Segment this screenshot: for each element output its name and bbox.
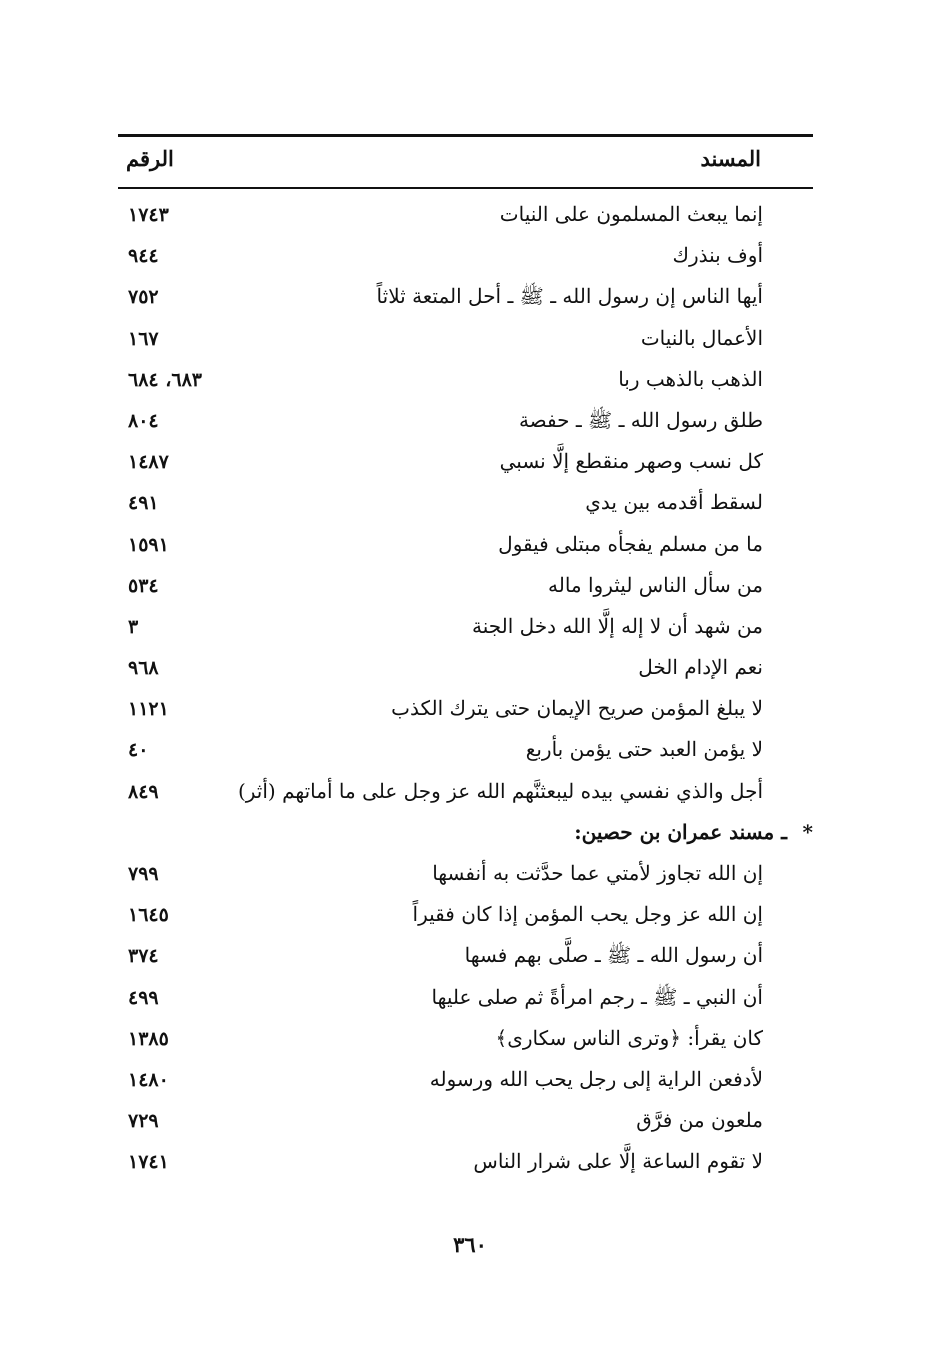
hadith-text: لا تقوم الساعة إلَّا على شرار الناس (473, 1149, 763, 1174)
hadith-text: كان يقرأ: ﴿وترى الناس سكارى﴾ (495, 1025, 763, 1050)
hadith-text: من سأل الناس ليثروا ماله (548, 572, 763, 597)
hadith-text: أوف بنذرك (672, 243, 763, 268)
hadith-text: من شهد أن لا إله إلَّا الله دخل الجنة (472, 613, 763, 638)
list-item (118, 981, 813, 1022)
header-rule (118, 187, 813, 189)
hadith-text: الذهب بالذهب ربا (618, 366, 763, 391)
hadith-number: ١٦٧ (128, 327, 159, 350)
hadith-text: إن الله عز وجل يحب المؤمن إذا كان فقيراً (412, 902, 763, 927)
list-item (118, 486, 813, 527)
list-item (118, 857, 813, 898)
hadith-text: لسقط أقدمه بين يدي (585, 490, 763, 515)
hadith-number: ٤٩٩ (128, 986, 159, 1009)
list-item (118, 198, 813, 239)
hadith-number: ٨٠٤ (128, 409, 159, 432)
hadith-text: الأعمال بالنيات (640, 325, 763, 350)
hadith-text: إن الله تجاوز لأمتي عما حدَّثت به أنفسها (432, 861, 763, 885)
section-star-marker: * (802, 819, 813, 844)
list-item (118, 404, 813, 445)
list-item (118, 610, 813, 651)
hadith-number: ١٣٨٥ (128, 1027, 169, 1050)
hadith-text: لا يؤمن العبد حتى يؤمن بأربع (525, 737, 763, 762)
list-item (118, 775, 813, 816)
list-item (118, 939, 813, 980)
hadith-number: ٩٤٤ (128, 245, 159, 268)
list-item (118, 651, 813, 692)
header-number-label: الرقم (126, 146, 174, 171)
list-item (118, 280, 813, 321)
list-item (118, 1145, 813, 1186)
list-item (118, 569, 813, 610)
table-header (118, 140, 813, 184)
hadith-text: كل نسب وصهر منقطع إلَّا نسبي (499, 449, 763, 474)
hadith-number: ١١٢١ (128, 698, 169, 721)
list-item (118, 239, 813, 280)
top-rule (118, 134, 813, 137)
header-title-label: المسند (700, 146, 761, 171)
hadith-number: ٨٤٩ (128, 780, 159, 803)
list-item (118, 1063, 813, 1104)
hadith-number: ٦٨٣، ٦٨٤ (128, 368, 202, 391)
hadith-text: إنما يبعث المسلمون على النيات (499, 202, 763, 226)
hadith-number: ١٤٨٧ (128, 451, 169, 474)
hadith-number: ٤٠ (128, 739, 149, 762)
hadith-number: ١٧٤١ (128, 1151, 169, 1174)
hadith-text: أيها الناس إن رسول الله ـ ﷺ ـ أحل المتعة ثلاثاً (376, 284, 763, 309)
hadith-number: ١٤٨٠ (128, 1068, 169, 1091)
hadith-text: نعم الإدام الخل (638, 655, 763, 680)
hadith-text: لا يبلغ المؤمن صريح الإيمان حتى يترك الكذب (391, 696, 763, 721)
hadith-number: ٧٢٩ (128, 1110, 159, 1133)
hadith-number: ٣٧٤ (128, 945, 159, 968)
hadith-text: أن النبي ـ ﷺ ـ رجم امرأةً ثم صلى عليها (431, 984, 763, 1009)
hadith-number: ٤٩١ (128, 492, 159, 515)
list-item (118, 528, 813, 569)
hadith-number: ١٧٤٣ (128, 204, 169, 226)
list-item (118, 1022, 813, 1063)
hadith-text: طلق رسول الله ـ ﷺ ـ حفصة (518, 407, 763, 432)
list-item (118, 445, 813, 486)
hadith-number: ٩٦٨ (128, 657, 159, 680)
section-heading (118, 816, 813, 857)
hadith-number: ٧٩٩ (128, 863, 159, 885)
list-item (118, 898, 813, 939)
hadith-text: أجل والذي نفسي بيده ليبعثنَّهم الله عز وجل على ما أماتهم (أثر) (237, 778, 763, 803)
hadith-number: ١٥٩١ (128, 533, 169, 556)
list-item (118, 733, 813, 774)
list-item (118, 692, 813, 733)
hadith-text: ملعون من فرَّق (636, 1108, 763, 1133)
index-list (118, 198, 813, 1187)
list-item (118, 363, 813, 404)
page-number: ٣٦٠ (453, 1232, 487, 1257)
hadith-text: أن رسول الله ـ ﷺ ـ صلَّى بهم فسها (464, 943, 763, 968)
hadith-text: ما من مسلم يفجأه مبتلى فيقول (498, 531, 763, 556)
hadith-number: ٥٣٤ (128, 574, 159, 597)
hadith-text: لأدفعن الراية إلى رجل يحب الله ورسوله (429, 1066, 763, 1091)
list-item (118, 1104, 813, 1145)
section-title: ـ مسند عمران بن حصين: (574, 819, 787, 844)
hadith-number: ٧٥٢ (128, 286, 159, 309)
list-item (118, 322, 813, 363)
hadith-number: ٣ (128, 615, 139, 638)
hadith-number: ١٦٤٥ (128, 904, 169, 927)
